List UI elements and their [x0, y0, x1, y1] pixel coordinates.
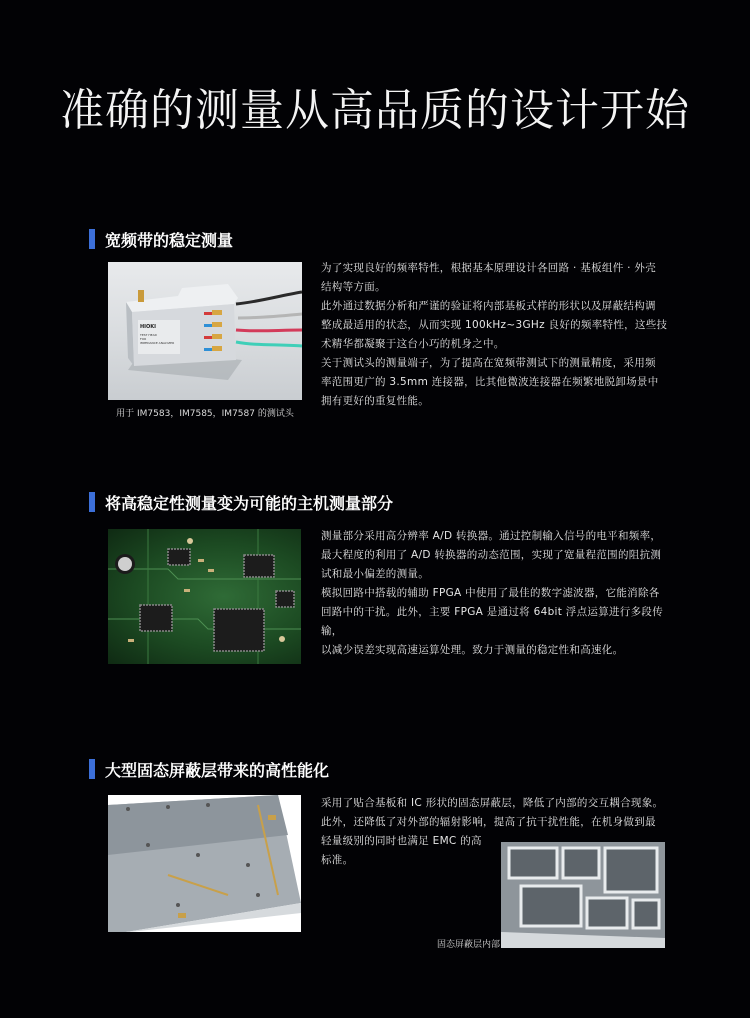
paragraph-line: 最大程度的利用了 A/D 转换器的动态范围，实现了宽量程范围的阻抗测 — [321, 549, 662, 561]
paragraph-line: 以减少误差实现高速运算处理。致力于测量的稳定性和高速化。 — [321, 644, 624, 656]
paragraph-line: 率范围更广的 3.5mm 连接器，比其他微波连接器在频繁地脱卸场景中 — [321, 376, 659, 388]
heading-accent-bar — [89, 759, 95, 779]
shield-inner-illustration — [501, 842, 665, 948]
pcb-illustration — [108, 529, 301, 664]
paragraph-line: 此外，还降低了对外部的辐射影响，提高了抗干扰性能，在机身做到最 — [321, 816, 656, 828]
label-line-3: IMPEDANCE ANALYZER — [140, 341, 175, 345]
shield-inner-photo — [501, 842, 665, 948]
page-title: 准确的测量从高品质的设计开始 — [60, 85, 690, 136]
paragraph-line: 拥有更好的重复性能。 — [321, 395, 429, 407]
paragraph-line: 整成最适用的状态，从而实现 100kHz~3GHz 良好的频率特性，这些技 — [321, 319, 668, 331]
shield-inner-caption: 固态屏蔽层内部 — [436, 940, 500, 950]
paragraph-line: 轻量级别的同时也满足 EMC 的高 — [321, 835, 482, 847]
section-heading-text: 宽频带的稳定测量 — [105, 230, 234, 250]
label-line-1: TEST HEAD — [140, 333, 157, 337]
paragraph-line: 结构等方面。 — [321, 281, 386, 293]
paragraph-line: 此外通过数据分析和严谨的验证将内部基板式样的形状以及屏蔽结构调 — [321, 300, 656, 312]
test-head-illustration — [108, 262, 302, 400]
paragraph-line: 模拟回路中搭载的辅助 FPGA 中使用了最佳的数字滤波器，它能消除各 — [321, 587, 660, 599]
paragraph-line: 为了实现良好的频率特性，根据基本原理设计各回路 · 基板组件 · 外壳 — [321, 262, 657, 274]
shield-plate-photo — [108, 795, 301, 932]
test-head-caption: 用于 IM7583，IM7585，IM7587 的测试头 — [116, 409, 294, 419]
paragraph-line: 试和最小偏差的测量。 — [321, 568, 429, 580]
heading-accent-bar — [89, 229, 95, 249]
brand-text: HIOKI — [140, 324, 157, 330]
section-heading-text: 将高稳定性测量变为可能的主机测量部分 — [105, 493, 394, 513]
label-line-2: FOR — [140, 337, 147, 341]
paragraph-line: 测量部分采用高分辨率 A/D 转换器。通过控制输入信号的电平和频率， — [321, 530, 662, 542]
heading-accent-bar — [89, 492, 95, 512]
pcb-photo — [108, 529, 301, 664]
section-heading-shield — [89, 758, 329, 780]
paragraph-line: 标准。 — [321, 854, 354, 866]
section-heading-text: 大型固态屏蔽层带来的高性能化 — [105, 760, 330, 780]
shield-plate-illustration — [108, 795, 301, 932]
paragraph-line: 关于测试头的测量端子，为了提高在宽频带测试下的测量精度，采用频 — [321, 357, 656, 369]
paragraph-line: 采用了贴合基板和 IC 形状的固态屏蔽层，降低了内部的交互耦合现象。 — [321, 797, 664, 809]
section-heading-measurement — [89, 491, 393, 513]
section-2-body — [321, 527, 681, 660]
paragraph-line: 回路中的干扰。此外，主要 FPGA 是通过将 64bit 浮点运算进行多段传输， — [321, 606, 663, 637]
section-1-body — [321, 259, 681, 411]
test-head-photo — [108, 262, 302, 400]
paragraph-line: 术精华都凝聚于这台小巧的机身之中。 — [321, 338, 505, 350]
section-heading-wideband — [89, 228, 233, 250]
